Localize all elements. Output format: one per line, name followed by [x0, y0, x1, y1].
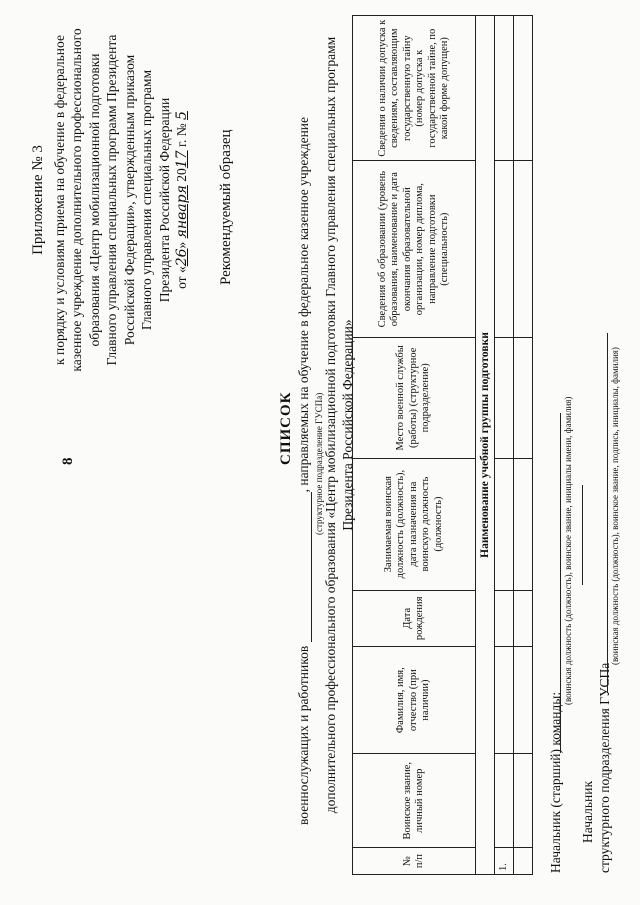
order-number: 5 — [174, 111, 190, 121]
col-header: Сведения о наличии допуска к сведениям, составляющим государственную тайну (номер допуска к государственной тайне, по какой форме допущен) — [353, 16, 476, 161]
date-year-prefix: 20 — [174, 168, 189, 186]
col-header: Дата рождения — [353, 590, 476, 647]
intro-end: , направляемых на обучение в федеральное казенное учреждение — [296, 116, 311, 493]
table-cell — [514, 647, 533, 754]
page-number: 8 — [60, 457, 76, 465]
col-header: Занимаемая воинская должность (должность), дата назначения на воинскую должность (должность) — [353, 458, 476, 590]
appendix-line: образования «Центр мобилизационной подготовки — [86, 53, 102, 347]
table-cell — [514, 161, 533, 338]
date-year: 17 — [174, 150, 190, 169]
date-month: января — [174, 185, 190, 239]
table-cell — [514, 458, 533, 590]
appendix-block — [30, 15, 192, 385]
appendix-line: Президента Российской Федерации — [156, 97, 172, 303]
col-header: Фамилия, имя, отчество (при наличии) — [353, 647, 476, 754]
appendix-line: к порядку и условиям приема на обучение в федеральное — [51, 35, 67, 365]
list-intro-continuation — [322, 25, 356, 825]
table-cell — [495, 337, 514, 458]
chief-caption: (воинская должность (должность), воинское звание, подпись, инициалы, фамилия) — [610, 347, 620, 665]
appendix-date — [173, 15, 192, 385]
group-label: Наименование учебной группы подготовки — [476, 16, 495, 875]
date-mid: » — [174, 238, 189, 249]
table-cell — [514, 337, 533, 458]
table-cell — [495, 458, 514, 590]
col-header: Воинское звание, личный номер — [353, 754, 476, 848]
table-cell — [514, 16, 533, 161]
unit-blank — [297, 492, 312, 642]
appendix-line: Российской Федерации», утвержденным приказом — [121, 54, 137, 346]
chief-signature-line — [607, 333, 608, 693]
col-header: Место военной службы (работы) (структурное подразделение) — [353, 337, 476, 458]
appendix-line: казенное учреждение дополнительного профессионального — [69, 28, 84, 372]
intro-line: Президента Российской Федерации» — [340, 319, 355, 531]
table-cell — [495, 590, 514, 647]
table-row — [495, 16, 514, 875]
date-day: 26 — [174, 248, 190, 267]
chief-signature-line-upper — [582, 485, 583, 585]
chief-label-line1: Начальник — [580, 780, 595, 843]
personnel-table — [352, 15, 533, 875]
commander-signature-line — [560, 413, 561, 753]
appendix-title: Приложение № 3 — [30, 145, 46, 255]
table-cell — [514, 848, 533, 875]
table-cell — [514, 754, 533, 848]
table-cell — [514, 590, 533, 647]
appendix-line: Главного управления специальных программ Президента — [104, 34, 119, 366]
intro-line: дополнительного профессионального образования «Центр мобилизационной подготовки Главного управления специальных программ — [323, 36, 338, 814]
list-heading: СПИСОК — [278, 391, 294, 465]
table-cell: 1. — [495, 848, 514, 875]
chief-label-line2: структурного подразделения ГУСПа — [597, 662, 612, 873]
table-row — [514, 16, 533, 875]
recommended-sample: Рекомендуемый образец — [218, 129, 234, 285]
group-row — [476, 16, 495, 875]
appendix-line: Главного управления специальных программ — [139, 69, 154, 331]
table-cell — [495, 754, 514, 848]
unit-caption: (структурное подразделение ГУСПа) — [314, 392, 324, 535]
table-cell — [495, 16, 514, 161]
date-no-prefix: г. № — [174, 120, 189, 151]
date-prefix: от « — [174, 266, 189, 289]
col-header: № п/п — [353, 848, 476, 875]
intro-start: военнослужащих и работников — [296, 645, 311, 825]
table-cell — [495, 647, 514, 754]
table-cell — [495, 161, 514, 338]
commander-label: Начальник (старший) команды: — [548, 691, 563, 873]
table-header-row — [353, 16, 476, 875]
col-header: Сведения об образовании (уровень образования, наименование и дата окончания образовательной организации, номер диплома, направление подготовки (специальность) — [353, 161, 476, 338]
list-intro-line — [296, 45, 324, 825]
commander-caption: (воинская должность (должность), воинское звание, инициалы имени, фамилия) — [563, 396, 573, 705]
